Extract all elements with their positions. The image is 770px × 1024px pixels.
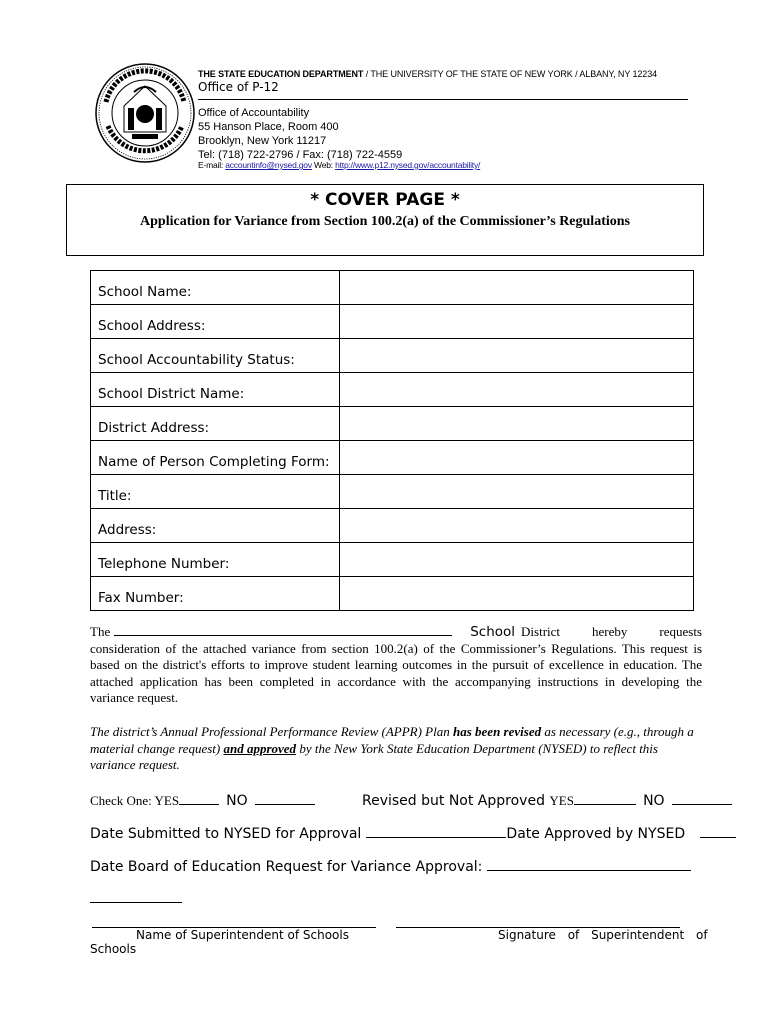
revised-yes-blank[interactable] [574,803,636,805]
web-label: Web: [311,160,336,170]
cover-subtitle: Application for Variance from Section 100.2(a) of the Commissioner’s Regulations [140,214,630,229]
superintendent-signature-label: Signature of Superintendent of [498,928,708,942]
yes-blank[interactable] [179,803,219,805]
appr-text: by the New York State Education Department (NYSED) to reflect this variance request. [90,740,658,772]
date-approved-blank[interactable] [700,836,736,838]
district-requests-text: District hereby requests [521,624,702,639]
fax-field[interactable] [340,577,694,611]
check-one-label: Check One: YES [90,793,180,808]
district-name-blank[interactable] [114,634,452,636]
table-row [91,475,694,509]
revised-yes-label: YES [549,793,574,808]
revised-label: Revised but Not Approved [362,793,550,809]
school-info-table [90,270,694,611]
cover-title: * COVER PAGE * [310,190,460,210]
address-line: Office of Accountability [198,107,310,119]
table-row [91,373,694,407]
table-row [91,577,694,611]
email-link[interactable]: accountinfo@nysed.gov [225,160,312,170]
table-row [91,509,694,543]
date-approved-label: Date Approved by NYSED [506,826,686,842]
cover-box [66,184,704,256]
phone-fax-line: Tel: (718) 722-2796 / Fax: (718) 722-4559 [198,149,403,161]
table-row [91,271,694,305]
field-label: School Name: [91,271,340,305]
check-one-row [90,790,315,809]
field-label: District Address: [91,407,340,441]
field-label: School Accountability Status: [91,339,340,373]
department-address: / THE UNIVERSITY OF THE STATE OF NEW YORK / ALBANY, NY 12234 [363,69,658,79]
table-row [91,339,694,373]
school-name-field[interactable] [340,271,694,305]
appr-revised: has been revised [452,724,542,739]
no-label: NO [226,793,248,809]
address-line: 55 Hanson Place, Room 400 [198,121,339,133]
office-title: Office of P-12 [198,80,279,94]
person-completing-field[interactable] [340,441,694,475]
table-row [91,407,694,441]
district-address-field[interactable] [340,407,694,441]
revised-no-label: NO [643,793,665,809]
appr-text: as necessary (e.g., through a material change request) [90,724,694,756]
board-date-blank[interactable] [487,869,691,871]
table-row [91,441,694,475]
field-label: School Address: [91,305,340,339]
the-word: The [90,624,111,639]
superintendent-name-label: Name of Superintendent of Schools [136,928,349,942]
date-submitted-label: Date Submitted to NYSED for Approval [90,826,362,842]
office-address [198,106,402,162]
date-submitted-blank[interactable] [366,836,506,838]
appr-text: The district’s Annual Professional Performance Review (APPR) Plan [90,724,453,739]
header-divider [198,99,688,100]
board-date-blank-2[interactable] [90,901,182,903]
table-row [91,305,694,339]
address-field[interactable] [340,509,694,543]
department-name: THE STATE EDUCATION DEPARTMENT [198,69,364,79]
request-body: consideration of the attached variance from section 100.2(a) of the Commissioner’s Regulations. This request is based on the district's efforts to improve student learning outcomes in the pursuit of excellence in education. The attached application has been completed in accordance with the accompanying instructions in developing the variance request. [90,640,702,705]
no-blank[interactable] [255,803,315,805]
revised-no-blank[interactable] [672,803,732,805]
contact-web-line [198,160,480,170]
title-field[interactable] [340,475,694,509]
field-label: Fax Number: [91,577,340,611]
telephone-field[interactable] [340,543,694,577]
field-label: School District Name: [91,373,340,407]
school-word: School [470,624,516,640]
email-label: E-mail: [198,160,226,170]
appr-paragraph [90,724,702,774]
board-date-label: Date Board of Education Request for Variance Approval: [90,859,483,875]
field-label: Telephone Number: [91,543,340,577]
department-header [198,69,657,79]
board-date-row [90,856,691,875]
appr-approved: and approved [223,740,297,756]
school-address-field[interactable] [340,305,694,339]
address-line: Brooklyn, New York 11217 [198,135,327,147]
accountability-status-field[interactable] [340,339,694,373]
field-label: Address: [91,509,340,543]
nys-seal-logo [94,62,196,164]
field-label: Title: [91,475,340,509]
website-link[interactable]: http://www.p12.nysed.gov/accountability/ [335,160,481,170]
request-paragraph [90,624,702,707]
date-submitted-row [90,823,736,842]
table-row [91,543,694,577]
schools-label: Schools [90,942,137,956]
district-name-field[interactable] [340,373,694,407]
board-date-continuation [90,888,182,907]
field-label: Name of Person Completing Form: [91,441,340,475]
revised-row [362,790,732,809]
